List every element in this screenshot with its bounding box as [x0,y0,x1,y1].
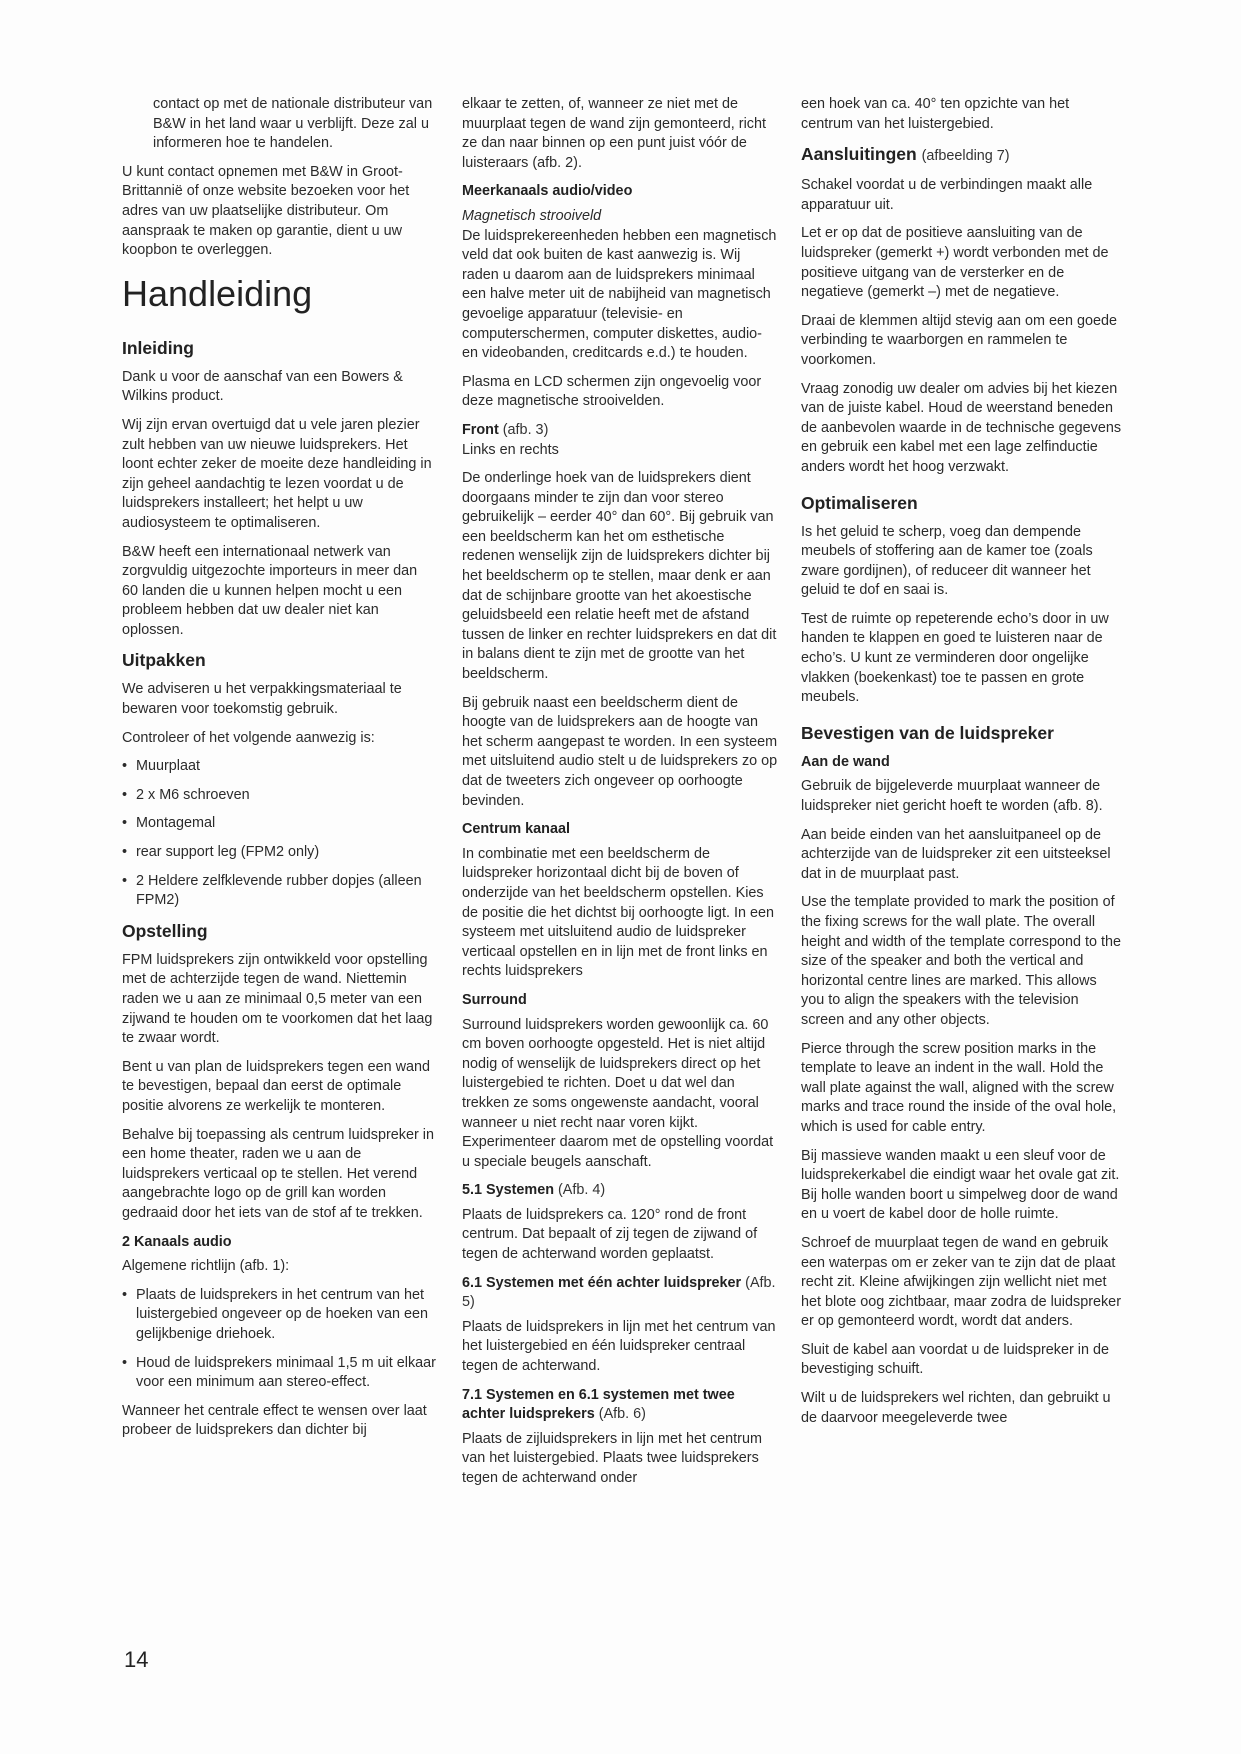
paragraph: Sluit de kabel aan voordat u de luidspreker in de bevestiging schuift. [801,1341,1110,1378]
paragraph: Gebruik de bijgeleverde muurplaat wanneer de luidspreker niet gericht hoeft te worden (afb. 8). [801,778,1103,815]
paragraph: Behalve bij toepassing als centrum luidspreker in een home theater, raden we u aan de luidsprekers verticaal op te stellen. Het verend aangebrachte logo op de grill kan worden gedraaid door het iets van de stof af te trekken. [122,1126,434,1221]
column-middle [462,95,780,1498]
paragraph: Plaats de luidsprekers ca. 120° rond de front centrum. Dat bepaalt of zij tegen de zijwand of tegen de achterwand worden geplaatst. [462,1206,758,1263]
column-left [122,95,437,1450]
paragraph: Aan beide einden van het aansluitpaneel op de achterzijde van de luidspreker zit een uitsteeksel dat in de muurplaat past. [801,826,1111,882]
heading-text: 6.1 Systemen met één achter luidspreker [462,1274,742,1291]
paragraph: Draai de klemmen altijd stevig aan om een goede verbinding te waarborgen en rammelen te voorkomen. [801,312,1117,368]
figure-reference: (afbeelding 7) [921,148,1010,165]
paragraph: Bij gebruik naast een beeldscherm dient de hoogte van de luidsprekers aan de hoogte van het scherm aangepast te worden. In een systeem met uitsluitend audio stelt u de luidsprekers zo op dat de tweeters zich ongeveer op oorhoogte bevinden. [462,694,778,809]
paragraph: een hoek van ca. 40° ten opzichte van het centrum van het luistergebied. [801,96,1070,132]
guideline-list [122,1286,437,1393]
paragraph: Bij massieve wanden maakt u een sleuf voor de luidsprekerkabel die eindigt waar het ovale gat zit. Bij holle wanden boort u simpelweg door de wand en u voert de kabel door de holle ruimte. [801,1147,1120,1223]
list-item: • 2 x M6 schroeven [122,786,437,806]
paragraph: Wij zijn ervan overtuigd dat u vele jaren plezier zult hebben van uw nieuwe luidsprekers. Het loont echter zeker de moeite deze handleiding in zijn geheel aandachtig te lezen voordat u de luidsprekers installeert; het helpt u uw audiosysteem te optimaliseren. [122,416,432,531]
subheading-front [462,421,780,441]
heading-text: Aansluitingen [801,144,917,165]
section-heading-aansluitingen [801,143,1123,167]
paragraph: elkaar te zetten, of, wanneer ze niet met de muurplaat tegen de wand zijn gemonteerd, richt ze dan naar binnen op een punt juist vóór de luisteraars (afb. 2). [462,96,766,171]
paragraph: Wanneer het centrale effect te wensen over laat probeer de luidsprekers dan dichter bij [122,1402,427,1439]
column-right [801,95,1123,1437]
paragraph: Use the template provided to mark the position of the fixing screws for the wall plate. The overall height and width of the template correspond to the size of the speaker and both the vertical and horizontal centre lines are marked. This allows you to align the speakers with the television screen and any other objects. [801,894,1122,1028]
paragraph: We adviseren u het verpakkingsmateriaal te bewaren voor toekomstig gebruik. [122,681,402,718]
paragraph: Bent u van plan de luidsprekers tegen een wand te bevestigen, bepaal dan eerst de optimale positie alvorens ze werkelijk te monteren. [122,1058,431,1114]
paragraph: Vraag zonodig uw dealer om advies bij het kiezen van de juiste kabel. Houd de weerstand beneden de aanbevolen waarde in de technische gegevens en gebruik een kabel met een lage zelfinductie anders wordt het hoog verzwakt. [801,380,1122,475]
paragraph: Algemene richtlijn (afb. 1): [122,1258,290,1275]
subheading-centrum-kanaal: Centrum kanaal [462,821,570,838]
section-heading-opstelling: Opstelling [122,920,208,941]
subheading-aan-de-wand: Aan de wand [801,753,890,770]
page-title: Handleiding [122,272,313,314]
paragraph: Let er op dat de positieve aansluiting van de luidspreker (gemerkt +) wordt verbonden met de positieve uitgang van de versterker en de negatieve (gemerkt –) met de negatieve. [801,225,1109,301]
paragraph: Schroef de muurplaat tegen de wand en gebruik een waterpas om er zeker van te zijn dat de plaat recht zit. Kleine afwijkingen zijn wellicht niet met het blote oog zichtbaar, maar zodra de luidspreker er op gemonteerd wordt, wordt dat anders. [801,1234,1121,1330]
subheading-surround: Surround [462,991,527,1008]
subheading-6-1-systemen [462,1274,780,1313]
list-item: • Plaats de luidsprekers in het centrum van het luistergebied ongeveer op de hoeken van een gelijkbenige driehoek. [122,1286,437,1345]
paragraph: B&W heeft een internationaal netwerk van zorgvuldig uitgezochte importeurs in meer dan 60 landen die u kunnen helpen mocht u een probleem hebben dat uw dealer niet kan oplossen. [122,543,418,638]
paragraph: Is het geluid te scherp, voeg dan dempende meubels of stoffering aan de kamer toe (zoals zware gordijnen), of reduceer dit wanneer het geluid te dof en saai is. [801,523,1093,599]
list-item: • Houd de luidsprekers minimaal 1,5 m uit elkaar voor een minimum aan stereo-effect. [122,1354,437,1393]
heading-text: 5.1 Systemen [462,1182,554,1199]
list-item: • Montagemal [122,814,437,834]
figure-reference: (Afb. 5) [462,1274,776,1311]
list-item: • 2 Heldere zelfklevende rubber dopjes (alleen FPM2) [122,872,437,911]
heading-text: 7.1 Systemen en 6.1 systemen met twee achter luidsprekers [462,1386,735,1423]
figure-reference: (afb. 3) [502,421,549,438]
subheading-2-kanaals-audio: 2 Kanaals audio [122,1233,232,1250]
paragraph: Pierce through the screw position marks in the template to leave an indent in the wall. Hold the wall plate against the wall, aligned with the screw marks and trace round the inside of the oval hole, which is used for cable entry. [801,1040,1117,1135]
paragraph: Test de ruimte op repeterende echo’s door in uw handen te klappen en goed te luisteren naar de echo’s. U kunt ze verminderen door ongelijke vlakken (boekenkast) toe te passen en grote meubels. [801,610,1109,706]
paragraph: De onderlinge hoek van de luidsprekers dient doorgaans minder te zijn dan voor stereo gebruikelijk – eerder 40° dan 60°. Bij gebruik van een beeldscherm kan het om esthetische redenen wenselijk zijn de luidsprekers dichter bij het beeldscherm op te stellen, maar denk er aan dat de schijnbare grootte van het akoestische geluidsbeeld een relatie heeft met de afstand tussen de linker en rechter luidsprekers en dat dit in balans dient te zijn met de grootte van het beeldscherm. [462,470,777,683]
figure-reference: (Afb. 6) [598,1406,646,1423]
heading-text: Front [462,421,499,438]
paragraph: Surround luidsprekers worden gewoonlijk ca. 60 cm boven oorhoogte opgesteld. Het is niet altijd nodig of wenselijk de luidsprekers direct op het luistergebied te richten. Doet u dat wel dan trekken ze soms ongewenste aandacht, vooral wanneer u niet recht naar voren kijkt. Experimenteer daarom met de opstelling voordat u speciale beugels aanschaft. [462,1016,774,1170]
list-item: • Muurplaat [122,757,437,777]
subsection-label: Links en rechts [462,441,559,458]
paragraph: contact op met de nationale distributeur van B&W in het land waar u verblijft. Deze zal u informeren hoe te handelen. [153,96,433,152]
paragraph: U kunt contact opnemen met B&W in Groot-Brittannië of onze website bezoeken voor het adres van uw plaatselijke distributeur. Om aanspraak te maken op garantie, dient u uw koopbon te overleggen. [122,163,410,259]
paragraph: Dank u voor de aanschaf van een Bowers & Wilkins product. [122,368,403,405]
section-heading-inleiding: Inleiding [122,337,194,358]
paragraph: Wilt u de luidsprekers wel richten, dan gebruikt u de daarvoor meegeleverde twee [801,1390,1111,1426]
section-heading-optimaliseren: Optimaliseren [801,492,918,513]
paragraph: Plasma en LCD schermen zijn ongevoelig voor deze magnetische strooivelden. [462,373,762,410]
section-heading-bevestigen: Bevestigen van de luidspreker [801,722,1054,743]
paragraph: Controleer of het volgende aanwezig is: [122,729,375,746]
paragraph: Plaats de zijluidsprekers in lijn met het centrum van het luistergebied. Plaats twee luidsprekers tegen de achterwand onder [462,1430,762,1486]
figure-reference: (Afb. 4) [558,1182,606,1199]
paragraph: Plaats de luidsprekers in lijn met het centrum van het luistergebied en één luidspreker centraal tegen de achterwand. [462,1318,776,1375]
paragraph: Schakel voordat u de verbindingen maakt alle apparatuur uit. [801,177,1093,213]
paragraph: FPM luidsprekers zijn ontwikkeld voor opstelling met de achterzijde tegen de wand. Niettemin raden we u aan ze minimaal 0,5 meter van een zijwand te houden om te voorkomen dat het laag te zwaar wordt. [122,951,433,1047]
paragraph: De luidsprekereenheden hebben een magnetisch veld dat ook buiten de kast aanwezig is. Wij raden u daarom aan de luidsprekers minimaal een halve meter uit de nabijheid van magnetisch gevoelige apparatuur (televisie- en computerschermen, computer diskettes, audio- en videobanden, creditcards e.d.) te houden. [462,227,777,362]
subheading-meerkanaals: Meerkanaals audio/video [462,183,633,200]
subheading-7-1-systemen [462,1386,780,1425]
paragraph: In combinatie met een beeldscherm de luidspreker horizontaal dicht bij de boven of onderzijde van het beeldscherm opstellen. Kies de positie die het dichtst bij oorhoogte ligt. In een systeem met uitsluitend audio de luidspreker verticaal opstellen en in lijn met de front links en rechts luidsprekers [462,845,775,980]
subsection-label: Magnetisch strooiveld [462,207,602,224]
list-item: • rear support leg (FPM2 only) [122,843,437,863]
contents-list [122,757,437,911]
page-number: 14 [124,1647,149,1672]
subheading-5-1-systemen [462,1181,780,1201]
section-heading-uitpakken: Uitpakken [122,650,206,671]
